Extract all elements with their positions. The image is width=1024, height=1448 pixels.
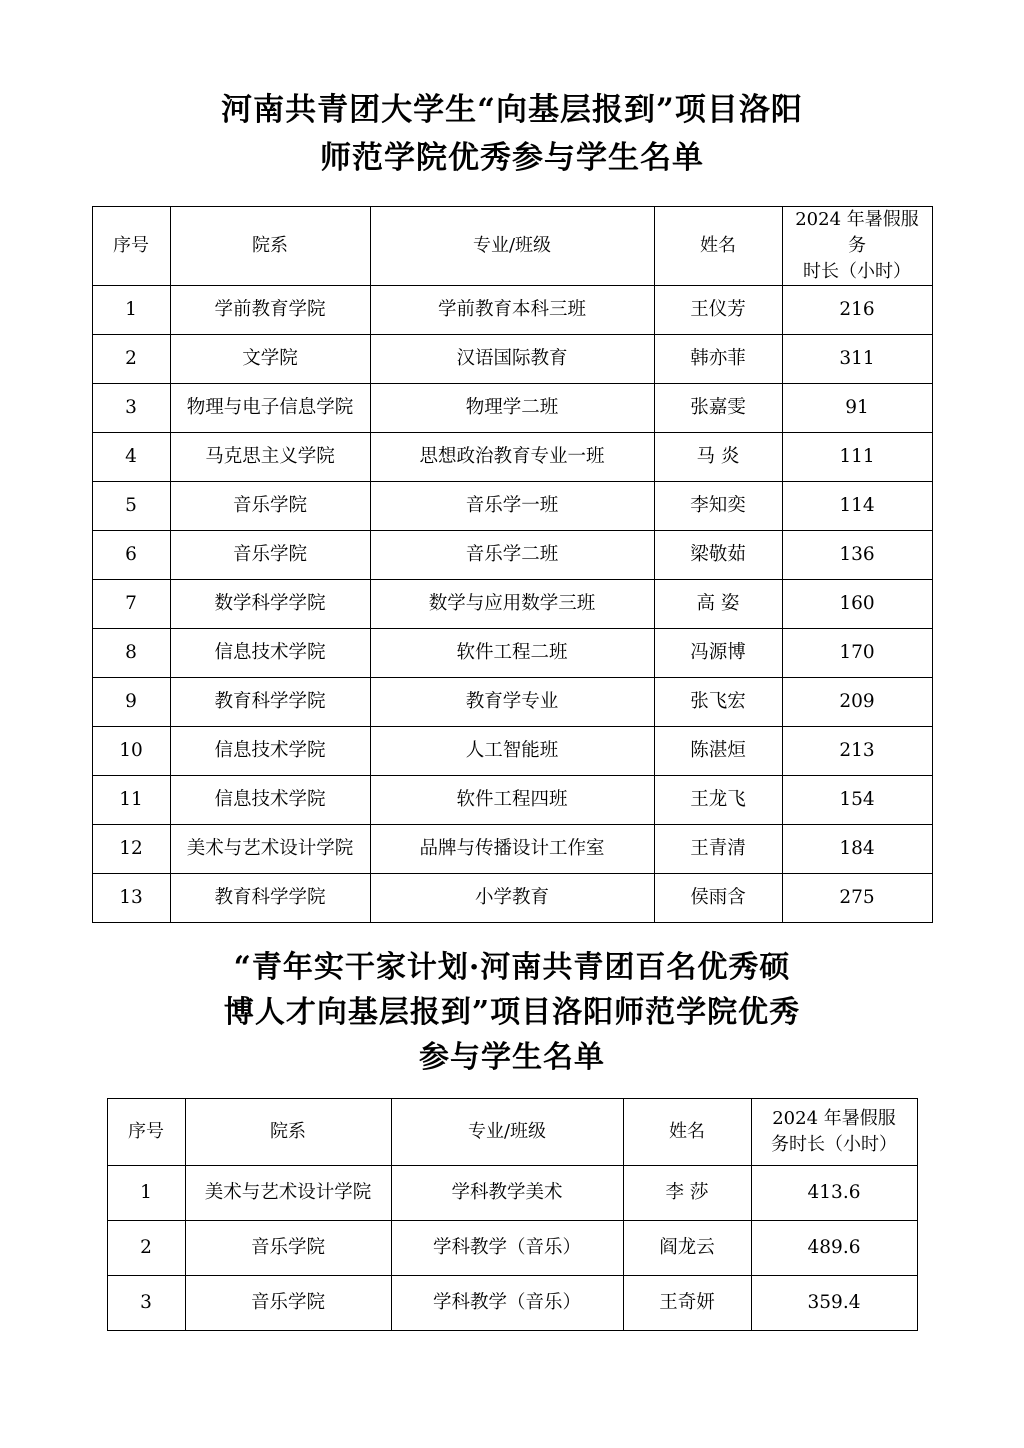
column-header-department: 院系	[185, 1099, 391, 1166]
cell-department: 音乐学院	[170, 531, 370, 580]
cell-name: 王龙飞	[654, 776, 782, 825]
table-row	[92, 335, 932, 384]
cell-service-hours: 170	[782, 629, 932, 678]
column-header-service-hours	[782, 207, 932, 286]
cell-name: 王青清	[654, 825, 782, 874]
page-title-two-line-2: 博人才向基层报到”项目洛阳师范学院优秀	[223, 995, 801, 1031]
cell-index: 12	[92, 825, 170, 874]
cell-service-hours: 91	[782, 384, 932, 433]
cell-name: 冯源博	[654, 629, 782, 678]
cell-major-class: 物理学二班	[370, 384, 654, 433]
column-header-service-hours	[751, 1099, 917, 1166]
column-header-index: 序号	[107, 1099, 185, 1166]
cell-major-class: 学前教育本科三班	[370, 286, 654, 335]
cell-department: 音乐学院	[185, 1221, 391, 1276]
table-row	[92, 629, 932, 678]
cell-major-class: 音乐学一班	[370, 482, 654, 531]
cell-department: 数学科学学院	[170, 580, 370, 629]
table-row	[92, 531, 932, 580]
column-header-department: 院系	[170, 207, 370, 286]
cell-service-hours: 275	[782, 874, 932, 923]
cell-department: 文学院	[170, 335, 370, 384]
cell-name: 李知奕	[654, 482, 782, 531]
cell-service-hours: 489.6	[751, 1221, 917, 1276]
cell-index: 4	[92, 433, 170, 482]
cell-name: 梁敬茹	[654, 531, 782, 580]
cell-department: 马克思主义学院	[170, 433, 370, 482]
page-title-two	[90, 945, 934, 1080]
table-header-row	[92, 207, 932, 286]
cell-name: 张飞宏	[654, 678, 782, 727]
cell-index: 1	[92, 286, 170, 335]
cell-service-hours: 209	[782, 678, 932, 727]
cell-index: 10	[92, 727, 170, 776]
cell-index: 1	[107, 1166, 185, 1221]
table-row	[92, 433, 932, 482]
student-table-one	[92, 206, 933, 923]
cell-name: 侯雨含	[654, 874, 782, 923]
column-header-service-hours-line-1: 2024 年暑假服	[772, 1108, 896, 1130]
table-row	[92, 678, 932, 727]
cell-major-class: 思想政治教育专业一班	[370, 433, 654, 482]
cell-service-hours: 184	[782, 825, 932, 874]
page-title-one-line-1: 河南共青团大学生“向基层报到”项目洛阳	[221, 92, 803, 128]
cell-name: 陈湛烜	[654, 727, 782, 776]
cell-department: 音乐学院	[185, 1276, 391, 1331]
table-row	[107, 1276, 917, 1331]
cell-major-class: 学科教学（音乐）	[391, 1276, 623, 1331]
cell-major-class: 人工智能班	[370, 727, 654, 776]
table-row	[107, 1221, 917, 1276]
cell-index: 13	[92, 874, 170, 923]
cell-department: 信息技术学院	[170, 629, 370, 678]
table-row	[92, 580, 932, 629]
table-row	[92, 286, 932, 335]
cell-name: 李 莎	[623, 1166, 751, 1221]
cell-major-class: 音乐学二班	[370, 531, 654, 580]
column-header-service-hours-line-2: 时长（小时）	[803, 261, 911, 283]
cell-name: 王奇妍	[623, 1276, 751, 1331]
cell-department: 美术与艺术设计学院	[185, 1166, 391, 1221]
student-table-two	[107, 1098, 918, 1331]
cell-major-class: 学科教学（音乐）	[391, 1221, 623, 1276]
cell-service-hours: 114	[782, 482, 932, 531]
cell-major-class: 小学教育	[370, 874, 654, 923]
cell-service-hours: 213	[782, 727, 932, 776]
cell-index: 6	[92, 531, 170, 580]
table-row	[92, 384, 932, 433]
cell-index: 2	[92, 335, 170, 384]
cell-department: 美术与艺术设计学院	[170, 825, 370, 874]
table-row	[107, 1166, 917, 1221]
cell-major-class: 学科教学美术	[391, 1166, 623, 1221]
cell-department: 信息技术学院	[170, 776, 370, 825]
cell-service-hours: 311	[782, 335, 932, 384]
cell-department: 音乐学院	[170, 482, 370, 531]
page-title-two-line-1: “青年实干家计划·河南共青团百名优秀硕	[233, 950, 791, 986]
cell-department: 物理与电子信息学院	[170, 384, 370, 433]
page-title-one-line-2: 师范学院优秀参与学生名单	[320, 140, 704, 177]
cell-major-class: 数学与应用数学三班	[370, 580, 654, 629]
cell-major-class: 汉语国际教育	[370, 335, 654, 384]
table-row	[92, 727, 932, 776]
cell-major-class: 软件工程四班	[370, 776, 654, 825]
cell-department: 学前教育学院	[170, 286, 370, 335]
cell-department: 教育科学学院	[170, 678, 370, 727]
column-header-name: 姓名	[654, 207, 782, 286]
table-row	[92, 776, 932, 825]
cell-major-class: 软件工程二班	[370, 629, 654, 678]
cell-name: 王仪芳	[654, 286, 782, 335]
cell-index: 8	[92, 629, 170, 678]
cell-index: 5	[92, 482, 170, 531]
column-header-service-hours-line-2: 务时长（小时）	[771, 1134, 897, 1156]
cell-department: 信息技术学院	[170, 727, 370, 776]
cell-index: 2	[107, 1221, 185, 1276]
cell-service-hours: 413.6	[751, 1166, 917, 1221]
page-title-one	[90, 86, 934, 182]
cell-name: 马 炎	[654, 433, 782, 482]
column-header-major-class: 专业/班级	[370, 207, 654, 286]
cell-service-hours: 111	[782, 433, 932, 482]
cell-major-class: 品牌与传播设计工作室	[370, 825, 654, 874]
page-title-two-line-3: 参与学生名单	[419, 1040, 605, 1076]
cell-index: 3	[92, 384, 170, 433]
table-header-row	[107, 1099, 917, 1166]
cell-index: 7	[92, 580, 170, 629]
table-row	[92, 825, 932, 874]
cell-index: 9	[92, 678, 170, 727]
cell-service-hours: 359.4	[751, 1276, 917, 1331]
column-header-major-class: 专业/班级	[391, 1099, 623, 1166]
cell-index: 11	[92, 776, 170, 825]
table-row	[92, 874, 932, 923]
cell-index: 3	[107, 1276, 185, 1331]
cell-name: 高 姿	[654, 580, 782, 629]
cell-service-hours: 154	[782, 776, 932, 825]
column-header-index: 序号	[92, 207, 170, 286]
cell-name: 张嘉雯	[654, 384, 782, 433]
table-row	[92, 482, 932, 531]
cell-service-hours: 136	[782, 531, 932, 580]
column-header-service-hours-line-1: 2024 年暑假服务	[795, 209, 919, 257]
cell-department: 教育科学学院	[170, 874, 370, 923]
column-header-name: 姓名	[623, 1099, 751, 1166]
cell-service-hours: 216	[782, 286, 932, 335]
cell-major-class: 教育学专业	[370, 678, 654, 727]
cell-service-hours: 160	[782, 580, 932, 629]
cell-name: 阎龙云	[623, 1221, 751, 1276]
cell-name: 韩亦菲	[654, 335, 782, 384]
